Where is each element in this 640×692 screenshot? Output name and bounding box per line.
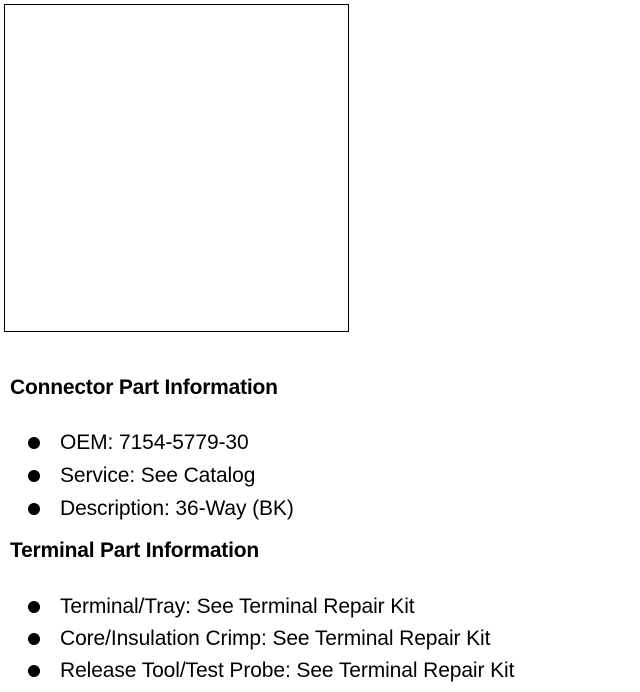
release-tool-test-probe-info: Release Tool/Test Probe: See Terminal Repair Kit [60, 659, 515, 682]
connector-part-information-heading: Connector Part Information [10, 376, 278, 399]
terminal-part-information-heading: Terminal Part Information [10, 539, 259, 562]
bullet-dot-icon [28, 601, 40, 613]
bullet-dot-icon [28, 503, 40, 515]
bullet-dot-icon [28, 665, 40, 677]
core-insulation-crimp-info: Core/Insulation Crimp: See Terminal Repair Kit [60, 627, 491, 650]
connector-description: Description: 36-Way (BK) [60, 497, 294, 520]
bullet-dot-icon [28, 437, 40, 449]
bullet-dot-icon [28, 470, 40, 482]
service-part-number: Service: See Catalog [60, 464, 256, 487]
oem-part-number: OEM: 7154-5779-30 [60, 431, 249, 454]
bullet-dot-icon [28, 633, 40, 645]
terminal-tray-info: Terminal/Tray: See Terminal Repair Kit [60, 595, 415, 618]
connector-image-frame [4, 4, 349, 332]
